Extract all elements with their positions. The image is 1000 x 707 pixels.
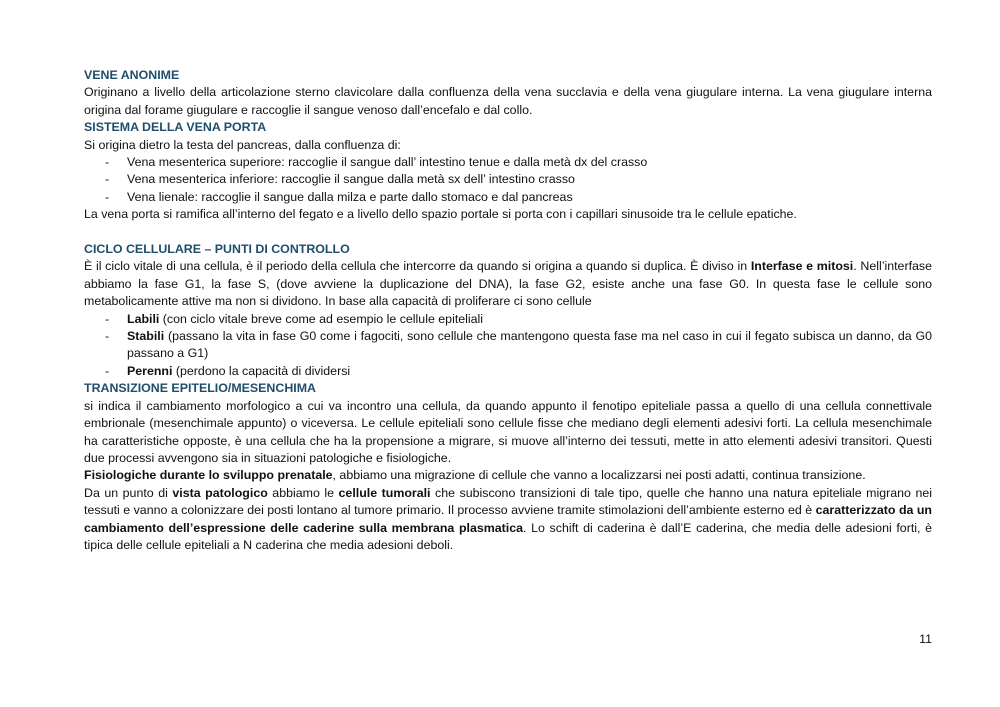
blank-line	[84, 224, 932, 241]
paragraph-transizione-3	[84, 485, 932, 555]
text-run: abbiamo le	[267, 485, 339, 500]
paragraph-vena-porta-intro: Si origina dietro la testa del pancreas, dalla confluenza di:	[84, 137, 401, 152]
heading-transizione: TRANSIZIONE EPITELIO/MESENCHIMA	[84, 381, 316, 396]
paragraph-ciclo-cellulare	[84, 258, 932, 310]
paragraph-vene-anonime: Originano a livello della articolazione sterno clavicolare dalla confluenza della vena succlavia e della vena giugulare interna. La vena giugulare interna origina dal forame giugulare e raccoglie il sangue venoso dall’encefalo e dal collo.	[84, 85, 932, 117]
list-item	[84, 171, 932, 188]
text-run: Da un punto di	[84, 485, 173, 500]
list-item-text: (perdono la capacità di dividersi	[172, 363, 351, 378]
paragraph-transizione-1: si indica il cambiamento morfologico a cui va incontro una cellula, da quando appunto il fenotipo epiteliale passa a quello di una cellula connettivale embrionale (mesenchimale appunto) o viceversa. Le cellule epiteliali sono cellule fisse che mediano degli elementi adesivi forti. La cellula mesenchimale ha caratteristiche opposte, è una cellula che ha la propensione a migrare, si muove all’interno dei tessuti, mette in atto elementi adesivi transitori. Questi due processi avvengono sia in situazioni patologiche e fisiologiche.	[84, 398, 932, 465]
bold-term: Labili	[127, 311, 160, 326]
bold-term: vista patologico	[172, 485, 268, 500]
list-item-text: Vena mesenterica inferiore: raccoglie il sangue dalla metà sx dell’ intestino crasso	[127, 172, 575, 187]
dash-bullet: -	[105, 189, 110, 204]
text-run: , abbiamo una migrazione di cellule che vanno a localizzarsi nei posti adatti, continua transizione.	[332, 468, 866, 483]
bold-term: Interfase e mitosi	[750, 259, 854, 274]
list-item-text: Vena lienale: raccoglie il sangue dalla milza e parte dallo stomaco e dal pancreas	[127, 189, 573, 204]
list-vena-porta	[84, 154, 932, 206]
text-run: È il ciclo vitale di una cellula, è il periodo della cellula che intercorre da quando si origina a quando si duplica. È diviso in	[84, 259, 751, 274]
dash-bullet: -	[105, 172, 110, 187]
list-item-text: (passano la vita in fase G0 come i fagociti, sono cellule che mantengono questa fase ma nel caso in cui il fegato subisca un danno, da G0 passano a G1)	[127, 329, 932, 361]
heading-vene-anonime: VENE ANONIME	[84, 68, 180, 82]
bold-term: caratterizzato da un cambiamento dell’espressione delle caderine sulla membrana plasmatica	[84, 503, 932, 535]
text-run: . Lo schift di caderina è dall’E caderina, che media delle adesioni forti, è tipica delle cellule epiteliali a N caderina che media adesioni deboli.	[84, 520, 932, 552]
heading-ciclo-cellulare: CICLO CELLULARE – PUNTI DI CONTROLLO	[84, 242, 350, 257]
list-item	[84, 311, 932, 328]
dash-bullet: -	[105, 155, 110, 170]
list-item-text: (con ciclo vitale breve come ad esempio le cellule epiteliali	[159, 311, 484, 326]
page-content	[84, 67, 932, 554]
heading-vena-porta: SISTEMA DELLA VENA PORTA	[84, 120, 267, 135]
page-number: 11	[919, 632, 932, 646]
bold-term: cellule tumorali	[338, 485, 431, 500]
dash-bullet: -	[105, 363, 110, 378]
text-run: . Nell’interfase abbiamo la fase G1, la fase S, (dove avviene la duplicazione del DNA), la fase G2, esiste anche una fase G0. In questa fase le cellule sono metabolicamente attive ma non si dividono. In base alla capacità di proliferare ci sono cellule	[84, 259, 932, 309]
paragraph-transizione-2	[84, 467, 932, 484]
bold-term: Stabili	[127, 329, 165, 344]
list-item-text: Vena mesenterica superiore: raccoglie il sangue dall’ intestino tenue e dalla metà dx del crasso	[127, 155, 648, 170]
list-item	[84, 189, 932, 206]
bold-term: Fisiologiche durante lo sviluppo prenatale	[84, 468, 333, 483]
bold-term: Perenni	[127, 363, 173, 378]
dash-bullet: -	[105, 311, 110, 326]
list-item	[84, 363, 932, 380]
list-item	[84, 328, 932, 363]
list-tipi-cellule	[84, 311, 932, 381]
paragraph-vena-porta-outro: La vena porta si ramifica all’interno del fegato e a livello dello spazio portale si porta con i capillari sinusoide tra le cellule epatiche.	[84, 207, 797, 222]
list-item	[84, 154, 932, 171]
text-run: che subiscono transizioni di tale tipo, quelle che hanno una natura epiteliale migrano nei tessuti e vanno a colonizzare dei posti lontano al tumore primario. Il processo avviene tramite stimolazioni dell’ambiente esterno ed è	[84, 485, 932, 518]
dash-bullet: -	[105, 329, 110, 344]
